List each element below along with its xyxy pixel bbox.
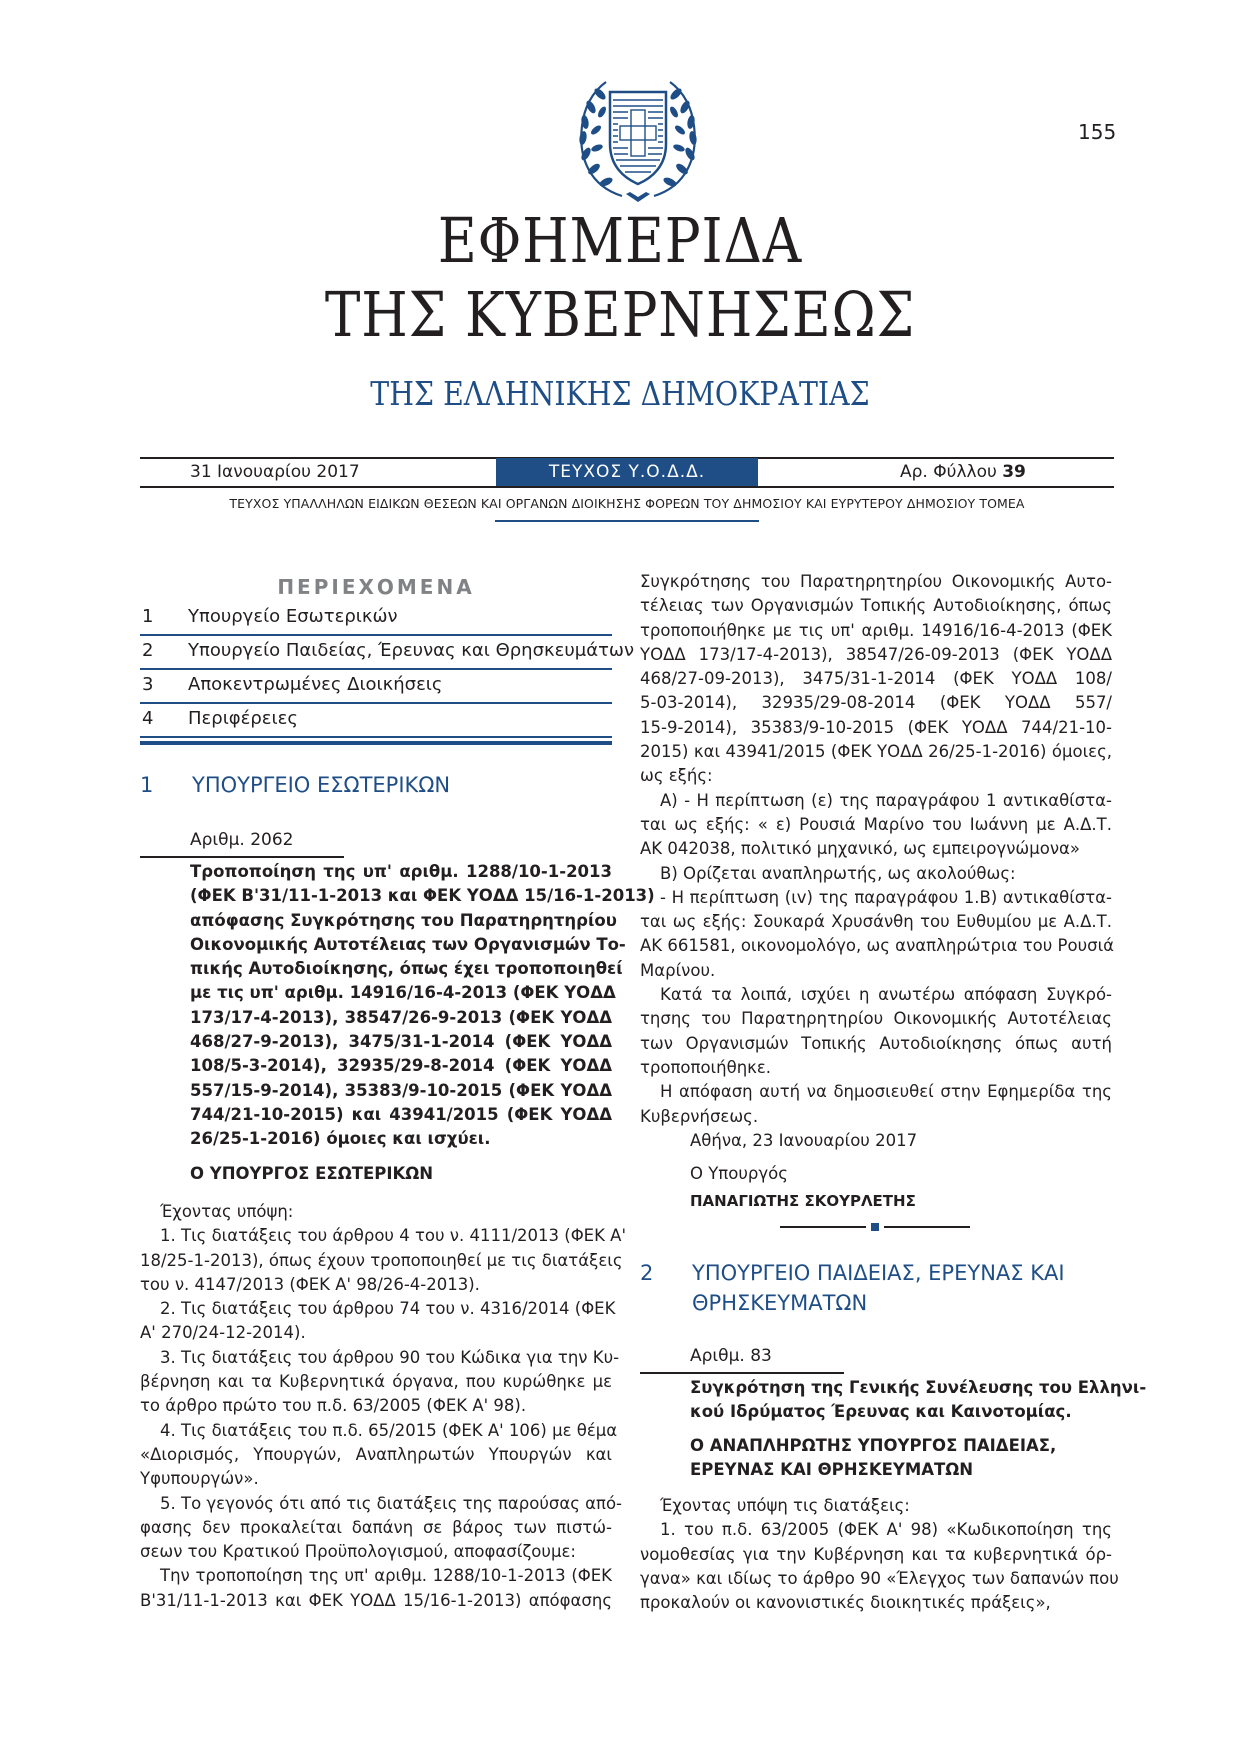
text-line: «Διορισμός, Υπουργών, Αναπληρωτών Υπουργών και bbox=[140, 1444, 612, 1464]
text-line: - Η περίπτωση (ιv) της παραγράφου 1.Β) αντικαθίστα- bbox=[660, 887, 1112, 907]
decision-title bbox=[190, 860, 655, 1152]
text-line: Β'31/11-1-2013 και ΦΕΚ ΥΟΔΔ 15/16-1-2013) απόφασης bbox=[140, 1590, 612, 1610]
contents-item[interactable] bbox=[140, 702, 612, 735]
signature-place-date: Αθήνα, 23 Ιανουαρίου 2017 bbox=[690, 1131, 918, 1150]
contents-item[interactable] bbox=[140, 668, 612, 701]
sheet-number: 39 bbox=[1002, 462, 1026, 482]
contents-item-title: Περιφέρειες bbox=[188, 708, 298, 729]
text-line: 108/5-3-2014), 32935/29-8-2014 (ΦΕΚ ΥΟΔΔ bbox=[190, 1056, 612, 1076]
text-line: ΕΡΕΥΝΑΣ ΚΑΙ ΘΡΗΣΚΕΥΜΑΤΩΝ bbox=[690, 1460, 974, 1480]
text-line: Οικονομικής Αυτοτέλειας των Οργανισμών Το- bbox=[190, 934, 626, 954]
text-line: του ν. 4147/2013 (ΦΕΚ Α' 98/26-4-2013). bbox=[140, 1274, 480, 1294]
subtitle-rule bbox=[495, 520, 759, 522]
text-line: φασης δεν προκαλείται δαπάνη σε βάρος των πιστώ- bbox=[140, 1517, 612, 1537]
text-line: Συγκρότησης του Παρατηρητηρίου Οικονομικής Αυτο- bbox=[640, 572, 1112, 591]
page-number: 155 bbox=[1078, 120, 1117, 144]
signature-name: ΠΑΝΑΓΙΩΤΗΣ ΣΚΟΥΡΛΕΤΗΣ bbox=[690, 1192, 916, 1210]
signature-role: Ο Υπουργός bbox=[690, 1164, 788, 1183]
text-line: νομοθεσίας για την Κυβέρνηση και τα κυβερνητικά όρ- bbox=[640, 1544, 1112, 1564]
issue-bar-bottom-rule bbox=[140, 486, 1114, 488]
decision-body-left bbox=[140, 1200, 626, 1613]
contents-end-rule bbox=[140, 741, 612, 745]
text-line: 15-9-2014), 35383/9-10-2015 (ΦΕΚ ΥΟΔΔ 744/21-10- bbox=[640, 717, 1112, 737]
text-line: 5-03-2014), 32935/29-08-2014 (ΦΕΚ ΥΟΔΔ 557/ bbox=[640, 693, 1112, 713]
text-line: το άρθρο πρώτο του π.δ. 63/2005 (ΦΕΚ Α' 98). bbox=[140, 1396, 527, 1416]
contents-item[interactable] bbox=[140, 634, 635, 667]
text-line: Υφυπουργών». bbox=[140, 1469, 259, 1489]
text-line: Την τροποποίηση της υπ' αριθμ. 1288/10-1-2013 (ΦΕΚ bbox=[160, 1566, 612, 1586]
decision-authority: Ο ΥΠΟΥΡΓΟΣ ΕΣΩΤΕΡΙΚΩΝ bbox=[190, 1164, 434, 1183]
text-line: Η απόφαση αυτή να δημοσιευθεί στην Εφημερίδα της bbox=[660, 1082, 1112, 1102]
section-number: 2 bbox=[640, 1261, 654, 1285]
text-line: 3. Τις διατάξεις του άρθρου 90 του Κώδικα για την Κυ- bbox=[160, 1347, 620, 1367]
contents-item-number: 3 bbox=[142, 674, 154, 695]
text-line: Έχοντας υπόψη τις διατάξεις: bbox=[660, 1496, 910, 1515]
separator-line bbox=[884, 1226, 970, 1228]
text-line: σεων του Κρατικού Προϋπολογισμού, αποφασίζουμε: bbox=[140, 1542, 576, 1562]
text-line: 26/25-1-2016) όμοιες και ισχύει. bbox=[190, 1129, 491, 1149]
text-line: των Οργανισμών Τοπικής Αυτοδιοίκησης όπως αυτή bbox=[640, 1033, 1112, 1053]
text-line: 1. του π.δ. 63/2005 (ΦΕΚ Α' 98) «Κωδικοποίηση της bbox=[660, 1520, 1112, 1540]
masthead-title-line2: ΤΗΣ ΚΥΒΕΡΝΗΣΕΩΣ bbox=[324, 278, 916, 351]
decision-number-rule bbox=[640, 1372, 844, 1374]
decision-authority bbox=[690, 1434, 1112, 1483]
masthead-subtitle: ΤΗΣ ΕΛΛΗΝΙΚΗΣ ΔΗΜΟΚΡΑΤΙΑΣ bbox=[370, 374, 870, 413]
text-line: 5. Το γεγονός ότι από τις διατάξεις της παρούσας από- bbox=[160, 1493, 623, 1513]
text-line: Τροποποίηση της υπ' αριθμ. 1288/10-1-2013 bbox=[190, 862, 612, 881]
text-line: Ο ΑΝΑΠΛΗΡΩΤΗΣ ΥΠΟΥΡΓΟΣ ΠΑΙΔΕΙΑΣ, bbox=[690, 1436, 1057, 1455]
text-line: 744/21-10-2015) και 43941/2015 (ΦΕΚ ΥΟΔΔ bbox=[190, 1104, 612, 1124]
issue-date: 31 Ιανουαρίου 2017 bbox=[190, 462, 360, 482]
greek-coat-of-arms-icon bbox=[572, 68, 704, 206]
text-line: Μαρίνου. bbox=[640, 960, 716, 980]
section-title-line: ΥΠΟΥΡΓΕΙΟ ΠΑΙΔΕΙΑΣ, ΕΡΕΥΝΑΣ ΚΑΙ bbox=[692, 1261, 1065, 1285]
section-1-heading bbox=[140, 770, 610, 800]
text-line: πικής Αυτοδιοίκησης, όπως έχει τροποποιηθεί bbox=[190, 959, 623, 979]
text-line: με τις υπ' αριθμ. 14916/16-4-2013 (ΦΕΚ ΥΟΔΔ bbox=[190, 983, 616, 1003]
text-line: 2015) και 43941/2015 (ΦΕΚ ΥΟΔΔ 26/25-1-2016) όμοιες, bbox=[640, 742, 1112, 762]
section-number: 1 bbox=[140, 773, 154, 797]
masthead-title-line1: ΕΦΗΜΕΡΙΔΑ bbox=[437, 204, 803, 277]
section-2-heading bbox=[640, 1258, 1112, 1318]
contents-item-number: 1 bbox=[142, 606, 154, 627]
contents-item-title: Υπουργείο Παιδείας, Έρευνας και Θρησκευμάτων bbox=[188, 640, 635, 661]
text-line: 1. Τις διατάξεις του άρθρου 4 του ν. 4111/2013 (ΦΕΚ Α' bbox=[160, 1226, 626, 1246]
contents-item-number: 4 bbox=[142, 708, 154, 729]
text-line: 4. Τις διατάξεις του π.δ. 65/2015 (ΦΕΚ Α' 106) με θέμα bbox=[160, 1420, 618, 1440]
separator-line bbox=[780, 1226, 866, 1228]
contents-heading: ΠΕΡΙΕΧΟΜΕΝΑ bbox=[277, 575, 475, 599]
contents-item-number: 2 bbox=[142, 640, 154, 661]
text-line: 2. Τις διατάξεις του άρθρου 74 του ν. 4316/2014 (ΦΕΚ bbox=[160, 1299, 616, 1319]
section-title: ΥΠΟΥΡΓΕΙΟ ΕΣΩΤΕΡΙΚΩΝ bbox=[192, 773, 451, 797]
contents-rule bbox=[140, 736, 612, 738]
text-line: (ΦΕΚ Β'31/11-1-2013 και ΦΕΚ ΥΟΔΔ 15/16-1-2013) bbox=[190, 886, 655, 906]
text-line: κού Ιδρύματος Έρευνας και Καινοτομίας. bbox=[690, 1402, 1072, 1422]
text-line: 468/27-09-2013), 3475/31-1-2014 (ΦΕΚ ΥΟΔΔ 108/ bbox=[640, 669, 1112, 689]
text-line: 173/17-4-2013), 38547/26-9-2013 (ΦΕΚ ΥΟΔΔ bbox=[190, 1007, 612, 1027]
contents-item-title: Αποκεντρωμένες Διοικήσεις bbox=[188, 674, 443, 695]
decision-body bbox=[640, 1494, 1119, 1615]
text-line: Κυβερνήσεως. bbox=[640, 1106, 759, 1126]
text-line: 468/27-9-2013), 3475/31-1-2014 (ΦΕΚ ΥΟΔΔ bbox=[190, 1032, 612, 1052]
text-line: Α' 270/24-12-2014). bbox=[140, 1323, 306, 1343]
text-line: ΑΚ 661581, οικονομολόγο, ως αναπληρώτρια του Ρουσιά bbox=[640, 936, 1115, 956]
text-line: βέρνηση και τα Κυβερνητικά όργανα, που κυρώθηκε με bbox=[140, 1372, 612, 1392]
decision-body-right bbox=[640, 570, 1115, 1129]
text-line: ΑΚ 042038, πολιτικό μηχανικό, ως εμπειρογνώμονα» bbox=[640, 839, 1081, 859]
text-line: τησης του Παρατηρητηρίου Οικονομικής Αυτοτέλειας bbox=[640, 1009, 1112, 1029]
decision-number-rule bbox=[140, 856, 344, 858]
text-line: τροποποιήθηκε. bbox=[640, 1057, 772, 1077]
text-line: ται ως εξής: « ε) Ρουσιά Μαρίνο του Ιωάννη με Α.Δ.Τ. bbox=[640, 814, 1112, 834]
decision-title bbox=[690, 1376, 1147, 1425]
text-line: τροποποιήθηκε με τις υπ' αριθμ. 14916/16-4-2013 (ΦΕΚ bbox=[640, 620, 1112, 640]
text-line: γανα» και ιδίως το άρθρο 90 «Έλεγχος των δαπανών που bbox=[640, 1568, 1119, 1588]
contents-item[interactable] bbox=[140, 600, 612, 633]
text-line: Συγκρότηση της Γενικής Συνέλευσης του Ελληνι- bbox=[690, 1378, 1147, 1397]
text-line: Έχοντας υπόψη: bbox=[160, 1202, 294, 1221]
text-line: ΥΟΔΔ 173/17-4-2013), 38547/26-09-2013 (ΦΕΚ ΥΟΔΔ bbox=[640, 644, 1112, 664]
text-line: ως εξής: bbox=[640, 766, 713, 786]
decision-number: Αριθμ. 83 bbox=[690, 1346, 772, 1366]
sheet-label: Αρ. Φύλλου bbox=[900, 462, 997, 482]
decision-number: Αριθμ. 2062 bbox=[190, 830, 294, 850]
square-separator-icon bbox=[871, 1223, 879, 1231]
text-line: τέλειας των Οργανισμών Τοπικής Αυτοδιοίκησης, όπως bbox=[640, 596, 1112, 616]
issue-subtitle: ΤΕΥΧΟΣ ΥΠΑΛΛΗΛΩΝ ΕΙΔΙΚΩΝ ΘΕΣΕΩΝ ΚΑΙ ΟΡΓΑΝΩΝ ΔΙΟΙΚΗΣΗΣ ΦΟΡΕΩΝ ΤΟΥ ΔΗΜΟΣΙΟΥ ΚΑΙ ΕΥΡΥΤΕΡΟΥ ΔΗΜΟΣΙΟΥ ΤΟΜΕΑ bbox=[229, 496, 1025, 511]
text-line: 557/15-9-2014), 35383/9-10-2015 (ΦΕΚ ΥΟΔΔ bbox=[190, 1080, 612, 1100]
text-line: ται ως εξής: Σουκαρά Χρυσάνθη του Ευθυμίου με Α.Δ.Τ. bbox=[640, 912, 1112, 932]
text-line: Α) - Η περίπτωση (ε) της παραγράφου 1 αντικαθίστα- bbox=[660, 790, 1112, 810]
issue-series-badge: ΤΕΥΧΟΣ Υ.Ο.Δ.Δ. bbox=[496, 458, 758, 486]
contents-item-title: Υπουργείο Εσωτερικών bbox=[188, 606, 398, 627]
text-line: προκαλούν οι κανονιστικές διοικητικές πράξεις», bbox=[640, 1593, 1051, 1613]
text-line: Κατά τα λοιπά, ισχύει η ανωτέρω απόφαση Συγκρό- bbox=[660, 985, 1112, 1005]
decision-separator bbox=[780, 1222, 970, 1232]
issue-sheet-number bbox=[900, 462, 1026, 482]
text-line: απόφασης Συγκρότησης του Παρατηρητηρίου bbox=[190, 910, 617, 930]
text-line: 18/25-1-2013), όπως έχουν τροποποιηθεί με τις διατάξεις bbox=[140, 1250, 623, 1270]
text-line: Β) Ορίζεται αναπληρωτής, ως ακολούθως: bbox=[660, 863, 1016, 883]
section-title-line: ΘΡΗΣΚΕΥΜΑΤΩΝ bbox=[692, 1291, 868, 1315]
